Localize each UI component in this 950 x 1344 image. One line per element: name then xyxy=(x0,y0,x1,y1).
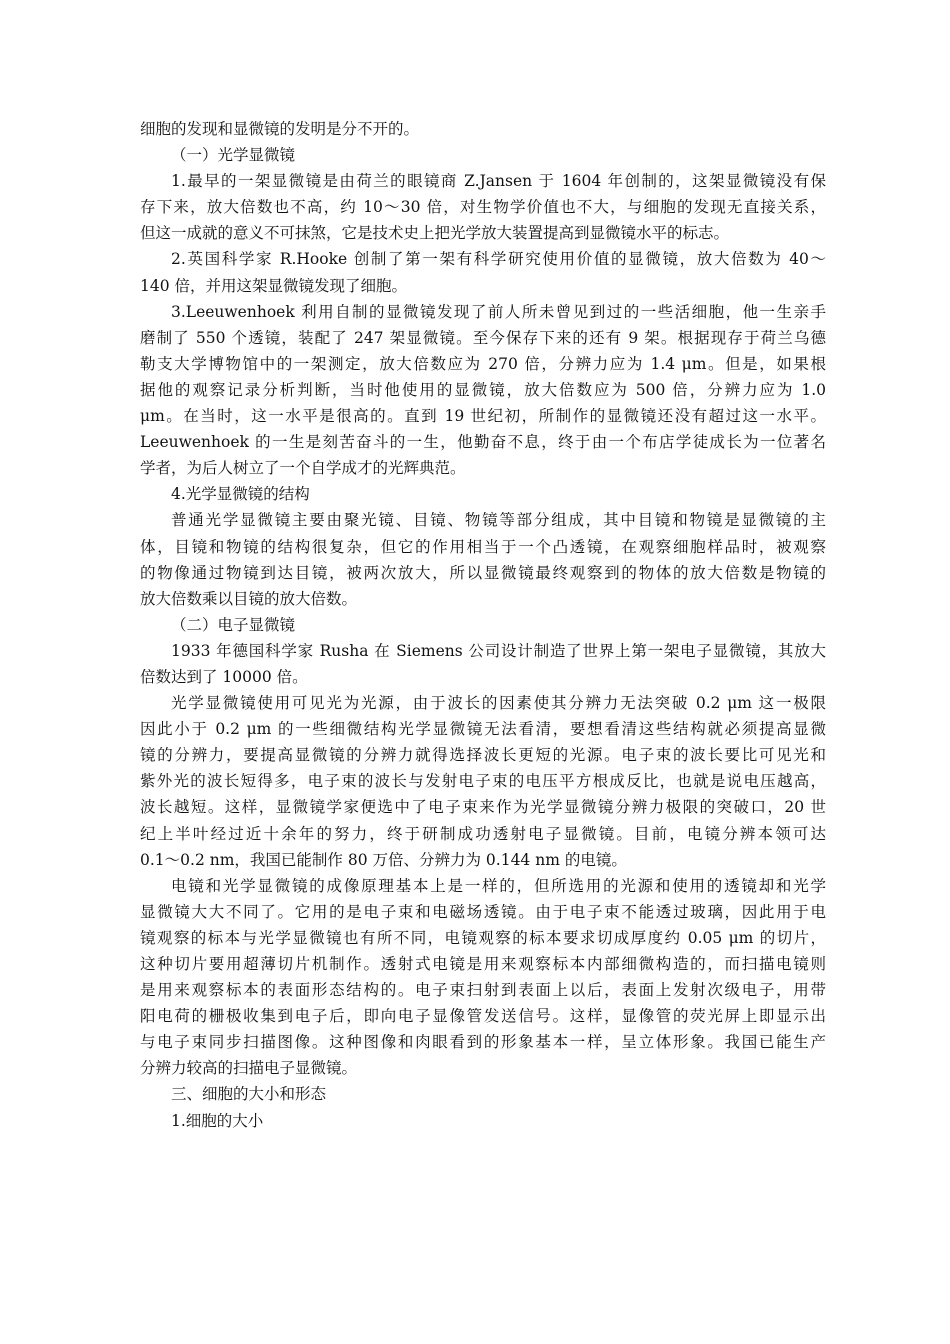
text-line: 普通光学显微镜主要由聚光镜、目镜、物镜等部分组成，其中目镜和物镜是显微镜的主 xyxy=(171,511,826,530)
text-line: 1.细胞的大小 xyxy=(171,1111,264,1130)
text-line: 倍数达到了 10000 倍。 xyxy=(140,667,308,686)
text-line: 光学显微镜使用可见光为光源，由于波长的因素使其分辨力无法突破 0.2 μm 这一极限 xyxy=(171,694,826,713)
text-line: 与电子束同步扫描图像。这种图像和肉眼看到的形象基本一样，呈立体形象。我国已能生产 xyxy=(140,1033,826,1052)
text-line: 镜的分辨力，要提高显微镜的分辨力就得选择波长更短的光源。电子束的波长要比可见光和 xyxy=(140,746,826,765)
text-line: 波长越短。这样，显微镜学家便选中了电子束来作为光学显微镜分辨力极限的突破口，20 世 xyxy=(140,798,826,817)
text-line: 0.1～0.2 nm，我国已能制作 80 万倍、分辨力为 0.144 nm 的电镜。 xyxy=(140,850,627,869)
text-line: 阳电荷的栅极收集到电子后，即向电子显像管发送信号。这样，显像管的荧光屏上即显示出 xyxy=(140,1007,826,1026)
text-line: 但这一成就的意义不可抹煞，它是技术史上把光学放大装置提高到显微镜水平的标志。 xyxy=(140,224,730,243)
text-line: 细胞的发现和显微镜的发明是分不开的。 xyxy=(140,120,420,138)
text-line: μm。在当时，这一水平是很高的。直到 19 世纪初，所制作的显微镜还没有超过这一水平。 xyxy=(140,407,826,426)
text-line: 学者，为后人树立了一个自学成才的光辉典范。 xyxy=(140,459,466,478)
text-line: 存下来，放大倍数也不高，约 10～30 倍，对生物学价值也不大，与细胞的发现无直接关系， xyxy=(140,198,826,217)
text-line: 放大倍数乘以目镜的放大倍数。 xyxy=(140,589,358,608)
text-line: 因此小于 0.2 μm 的一些细微结构光学显微镜无法看清，要想看清这些结构就必须提高显微 xyxy=(140,720,826,739)
text-line: 据他的观察记录分析判断，当时他使用的显微镜，放大倍数应为 500 倍，分辨力应为 1.0 xyxy=(140,380,826,399)
text-line: 显微镜大大不同了。它用的是电子束和电磁场透镜。由于电子束不能透过玻璃，因此用于电 xyxy=(140,902,826,921)
text-line: 勒支大学博物馆中的一架测定，放大倍数应为 270 倍，分辨力应为 1.4 μm。但是，如果根 xyxy=(140,354,826,373)
text-line: Leeuwenhoek 的一生是刻苦奋斗的一生，他勤奋不息，终于由一个布店学徒成长为一位著名 xyxy=(140,433,826,452)
text-line: 紫外光的波长短得多，电子束的波长与发射电子束的电压平方根成反比，也就是说电压越高， xyxy=(140,772,826,791)
text-line: 3.Leeuwenhoek 利用自制的显微镜发现了前人所未曾见到过的一些活细胞，他一生亲手 xyxy=(171,302,826,321)
text-line: 电镜和光学显微镜的成像原理基本上是一样的，但所选用的光源和使用的透镜却和光学 xyxy=(171,876,826,895)
text-line: 140 倍，并用这架显微镜发现了细胞。 xyxy=(140,276,408,295)
text-line: 纪上半叶经过近十余年的努力，终于研制成功透射电子显微镜。目前，电镜分辨本领可达 xyxy=(140,824,826,843)
text-line: 三、细胞的大小和形态 xyxy=(171,1085,327,1104)
text-line: （一）光学显微镜 xyxy=(171,146,296,165)
text-line: 体，目镜和物镜的结构很复杂，但它的作用相当于一个凸透镜，在观察细胞样品时，被观察 xyxy=(140,537,826,556)
text-line: 是用来观察标本的表面形态结构的。电子束扫射到表面上以后，表面上发射次级电子，用带 xyxy=(140,981,826,1000)
text-line: 的物像通过物镜到达目镜，被两次放大，所以显微镜最终观察到的物体的放大倍数是物镜的 xyxy=(140,563,826,582)
text-line: 这种切片要用超薄切片机制作。透射式电镜是用来观察标本内部细微构造的，而扫描电镜则 xyxy=(140,955,826,973)
text-line: 分辨力较高的扫描电子显微镜。 xyxy=(140,1059,358,1078)
text-line: 镜观察的标本与光学显微镜也有所不同，电镜观察的标本要求切成厚度约 0.05 μm 的切片， xyxy=(140,928,826,947)
text-line: 1933 年德国科学家 Rusha 在 Siemens 公司设计制造了世界上第一架电子显微镜，其放大 xyxy=(171,641,826,660)
text-line: 4.光学显微镜的结构 xyxy=(171,485,310,504)
text-line: 1.最早的一架显微镜是由荷兰的眼镜商 Z.Jansen 于 1604 年创制的，这架显微镜没有保 xyxy=(171,172,826,191)
text-line: 2.英国科学家 R.Hooke 创制了第一架有科学研究使用价值的显微镜，放大倍数为 40～ xyxy=(171,250,826,269)
document-page xyxy=(140,116,826,1134)
text-line: 磨制了 550 个透镜，装配了 247 架显微镜。至今保存下来的还有 9 架。根据现存于荷兰乌德 xyxy=(140,328,826,347)
text-line: （二）电子显微镜 xyxy=(171,615,296,634)
